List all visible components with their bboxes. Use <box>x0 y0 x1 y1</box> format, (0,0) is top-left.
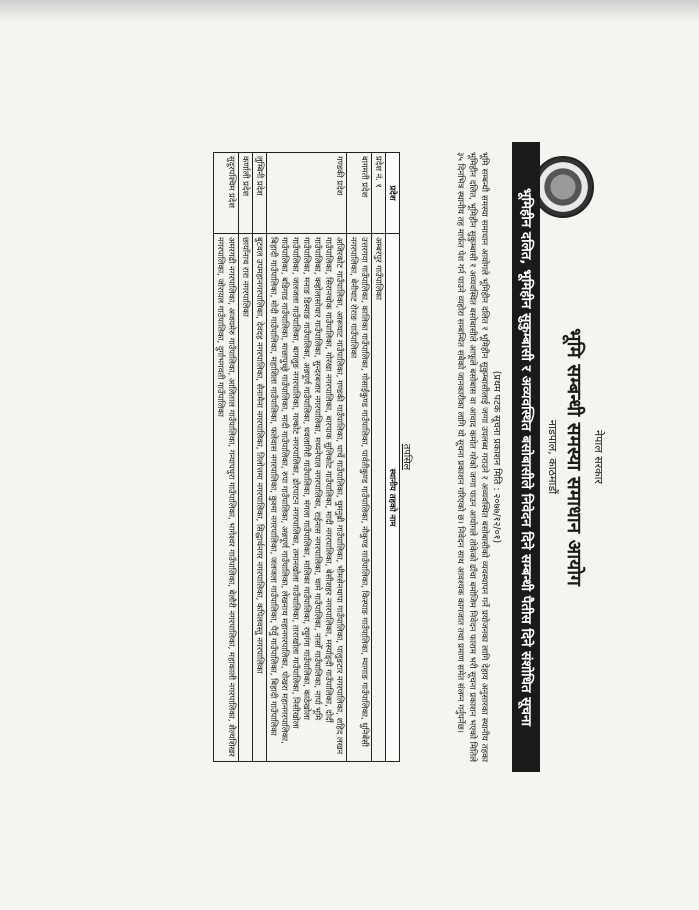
province-cell: लुम्बिनी प्रदेश <box>253 153 267 234</box>
localities-cell: छायाँनाथ रारा नगरपालिका <box>239 234 253 762</box>
localities-cell: अजिरकोट गाउँपालिका, आरूघाट गाउँपालिका, गण्डकी गाउँपालिका, धार्चे गाउँपालिका, चुमनुब्री गाउँपालिका, भीमसेनथापा गाउँपालिका, पालुङटार नगरपालिका, शहिद लखन गाउँपालिका, सिरानचोक गाउँपालिका, गोरखा नगरपालिका, बारपाक सुलिकोट गाउँपालिका, मादी नगरपालिका, बेसीशहर नगरपालिका, मर्स्याङ्दी गाउँपालिका, दोर्दी गाउँपालिका, क्व्होलासोथार गाउँपालिका, सुन्दरबजार नगरपालिका, मध्यनेपाल नगरपालिका, राईनास नगरपालिका, चामे गाउँपालिका, नासोँ गाउँपालिका, नार्पा भूमि गाउँपालिका, मनाङ डिस्याङ गाउँपालिका, अन्नपूर्ण गाउँपालिका, धवलागिरी गाउँपालिका, मंगला गाउँपालिका, मालिका गाउँपालिका, रघुगंगा गाउँपालिका, काठेखोला गाउँपालिका, जलजला गाउँपालिका, बागलुङ नगरपालिका, गल्कोट नगरपालिका, ढोरपाटन नगरपालिका, तमानखोला गाउँपालिका, ताराखोला गाउँपालिका, निसीखोला गाउँपालिका, बडिगाड गाउँपालिका, माछापुच्छ्रे गाउँपालिका, मादी गाउँपालिका, रुपा गाउँपालिका, अन्नपूर्ण गाउँपालिका, लेखनाथ महानगरपालिका, पोखरा महानगरपालिका, बिहादी गाउँपालिका, मोदी गाउँपालिका, महाशिला गाउँपालिका, फलेवास नगरपालिका, कुश्मा नगरपालिका, जलजला गाउँपालिका, पैयुँ गाउँपालिका, बिहादी गाउँपालिका <box>267 234 347 762</box>
province-cell: बागमती प्रदेश <box>347 153 372 234</box>
table-row <box>347 153 372 762</box>
province-cell: सुदूरपश्चिम प्रदेश <box>214 153 239 234</box>
rotated-notice <box>84 142 614 772</box>
table-header-row <box>386 153 400 762</box>
office-location: नाडपाल, काठमाडौं <box>546 419 559 495</box>
localities-cell: उत्तरगया गाउँपालिका, कालिका गाउँपालिका, गोसाईंकुण्ड गाउँपालिका, पार्वतीकुण्ड गाउँपालिका, नौकुण्ड गाउँपालिका, किस्पाङ गाउँपालिका, म्यागाङ गाउँपालिका, धुनिबेंसी नगरपालिका, बेनीघाट रोराङ गाउँपालिका <box>347 234 372 762</box>
notice-header <box>504 142 614 772</box>
notice-body: भूमि सम्बन्धी समस्या समाधान आयोगले भूमिहीन दलित र भूमिहीन सुकुम्बासीलाई जग्गा उपलब्ध गराउने र अव्यवस्थित बसोबासीको व्यवस्थापन गर्ने प्रयोजनका लागि देहाय अनुसारका स्थानीय तहका भूमिहीन दलित, भूमिहीन सुकुम्बासी र अव्यवस्थित बसोबासीले आफूले बसोबास वा आवाद कमाेत गरेको जग्गा पाउन आयोगले तोकेको ढाँचा बमोजिम निवेदन फाराम भरी सूचना प्रकाशन भएको मितिले ३५ दिनभित्र स्थानीय तह मार्फत पेश गर्न पाउने व्यहोरा सम्बन्धित सबैको जानकारीका लागि यो सूचना प्रकाशन गरिएको छ। निवेदन साथ आवश्यक कागजात तथा प्रमाण समेत संलग्न गर्नुपर्नेछ। <box>455 152 489 762</box>
locality-table <box>213 152 400 762</box>
notice-banner: भूमिहीन दलित, भूमिहीन सुकुम्बासी र अव्यवस्थित बसोबासीले निवेदन दिने सम्बन्धी पैतीस दिने संशोधित सूचना <box>512 142 540 772</box>
localities-cell: बुटवल उपमहानगरपालिका, देवदह नगरपालिका, सैनामैना नगरपालिका, तिलोत्तमा नगरपालिका, सिद्धार्थनगर नगरपालिका, कपिलवस्तु नगरपालिका <box>253 234 267 762</box>
table-row <box>267 153 347 762</box>
province-cell: प्रदेश नं. १ <box>372 153 386 234</box>
province-cell: गण्डकी प्रदेश <box>267 153 347 234</box>
header-province: प्रदेश <box>386 153 400 234</box>
publication-date: (प्रथम पटक सूचना प्रकाशन मिति : २०७७/१२/०१) <box>491 370 502 544</box>
localities-cell: अमरगढी नगरपालिका, अजयमेरु गाउँपालिका, आलिताल गाउँपालिका, गन्यापधुरा गाउँपालिका, भागेश्वर गाउँपालिका, बेलौरी नगरपालिका, महाकाली नगरपालिका, शैल्यशिखर नगरपालिका, जोरायल गाउँपालिका, दुर्गाभगवती गाउँपालिका <box>214 234 239 762</box>
scan-shadow <box>0 0 699 22</box>
table-row <box>214 153 239 762</box>
schedule-title: तपसिल <box>401 443 412 471</box>
table-row <box>239 153 253 762</box>
notice-page <box>84 142 614 772</box>
localities-cell: अम्बरपुर गाउँपालिका <box>372 234 386 762</box>
table-row <box>372 153 386 762</box>
table-row <box>253 153 267 762</box>
province-cell: कर्णाली प्रदेश <box>239 153 253 234</box>
header-localities: स्थानीय तहको नाम <box>386 234 400 762</box>
organization-name: भूमि सम्बन्धी समस्या समाधान आयोग <box>563 328 585 586</box>
government-name: नेपाल सरकार <box>592 430 605 484</box>
